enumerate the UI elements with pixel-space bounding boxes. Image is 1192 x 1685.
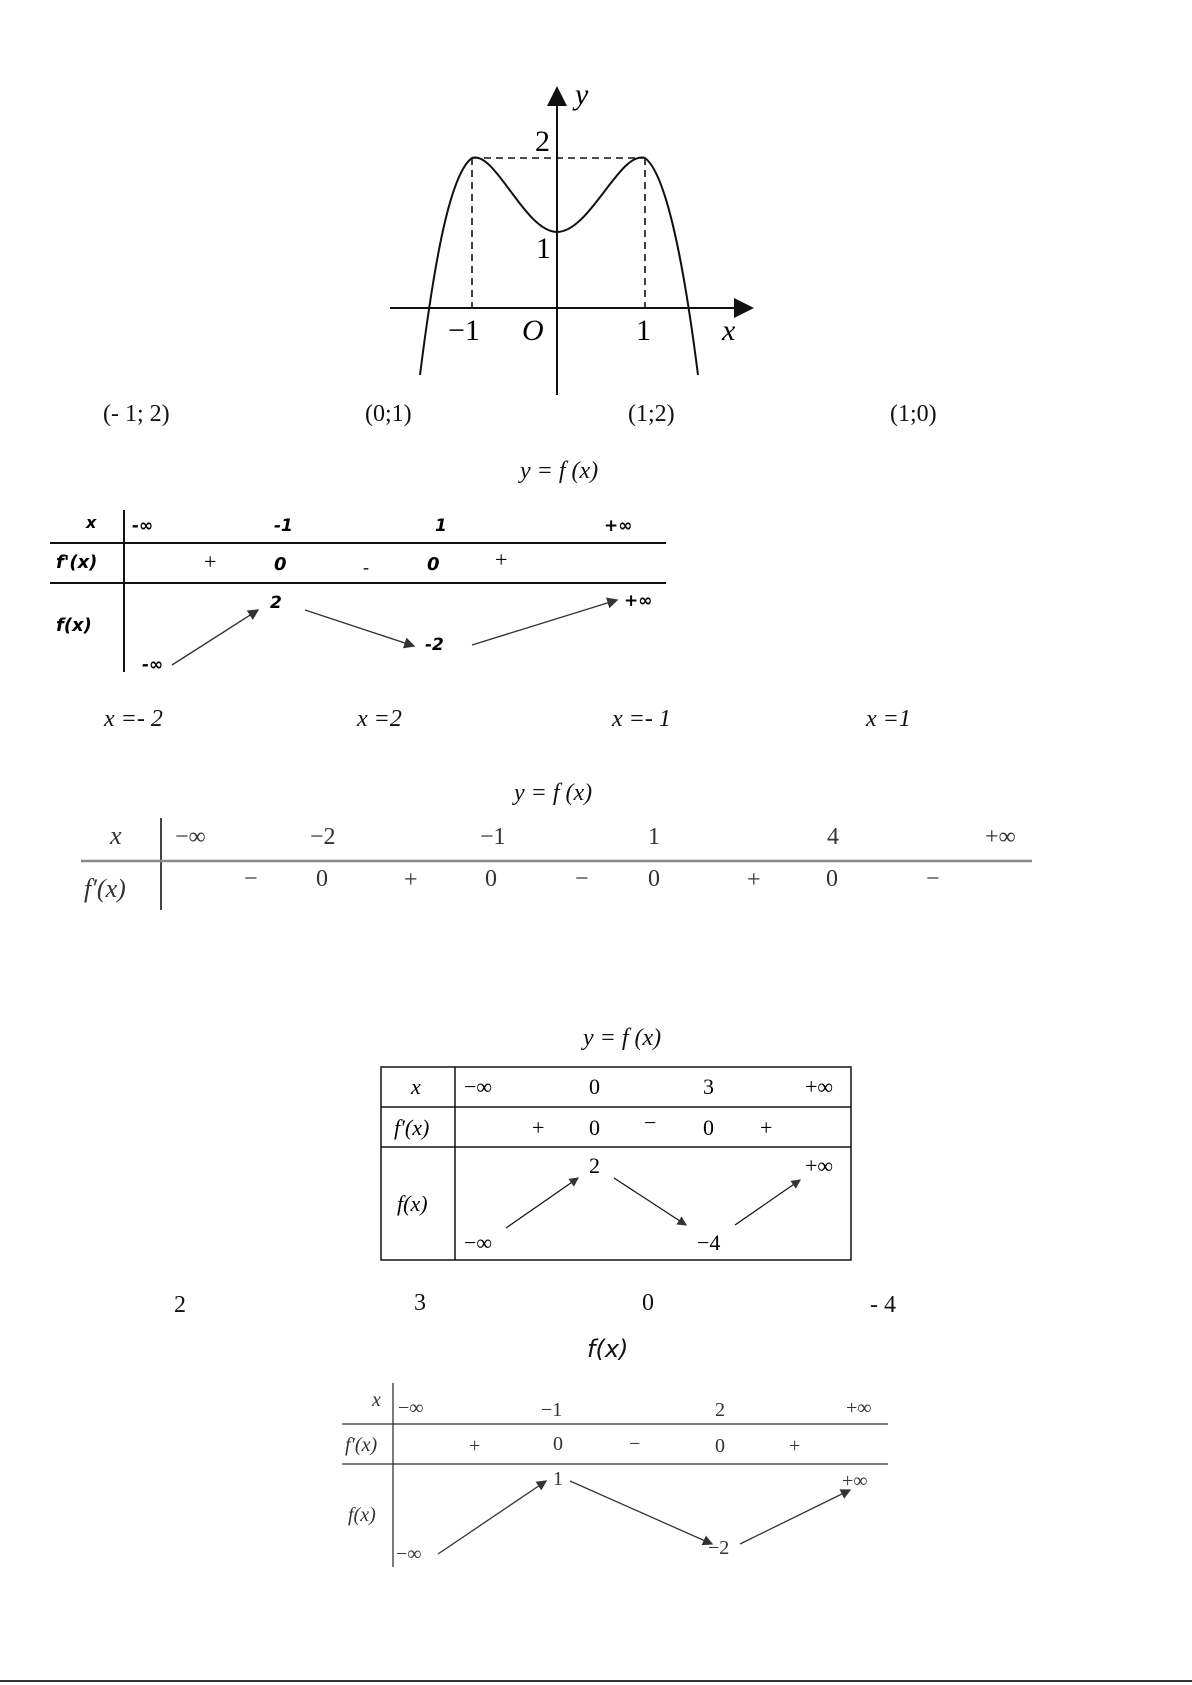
q2-f-val: -∞ <box>142 655 164 675</box>
q5-f-val: +∞ <box>842 1470 868 1492</box>
q3-fp-label: f′(x) <box>84 874 126 903</box>
q2-sign: - <box>363 557 369 577</box>
q4-option-a[interactable]: 2 <box>174 1292 186 1318</box>
q3-sign: 0 <box>648 866 660 892</box>
q3-sign: 0 <box>316 866 328 892</box>
q2-caption: y = f (x) <box>520 458 599 484</box>
q4-x-val: +∞ <box>805 1074 834 1099</box>
q3-sign: 0 <box>826 866 838 892</box>
q5-arrow-up <box>438 1481 546 1554</box>
q4-caption: y = f (x) <box>583 1025 662 1051</box>
q5-f-val: −2 <box>708 1537 730 1559</box>
q3-x-val: −∞ <box>175 824 206 850</box>
q1-option-b[interactable]: (0;1) <box>365 401 412 427</box>
q4-fp-label: f′(x) <box>394 1115 430 1140</box>
q2-sign: 0 <box>427 554 440 575</box>
q4-sign: 0 <box>703 1115 714 1140</box>
q3-sign: − <box>244 866 258 892</box>
q5-sign: 0 <box>553 1433 563 1455</box>
q2-fp-label: f'(x) <box>56 552 98 573</box>
q5-x-val: +∞ <box>846 1397 872 1419</box>
q5-x-label: x <box>372 1389 381 1411</box>
q4-x-val: 3 <box>703 1074 714 1099</box>
q5-x-val: −∞ <box>398 1397 424 1419</box>
q1-option-d[interactable]: (1;0) <box>890 401 937 427</box>
q4-f-val: 2 <box>589 1153 600 1178</box>
q2-f-val: 2 <box>270 593 282 613</box>
q4-option-c[interactable]: 0 <box>642 1290 654 1316</box>
tick-neg1: −1 <box>448 314 480 347</box>
q2-option-a[interactable]: x =- 2 <box>104 706 163 732</box>
q3-x-val: 4 <box>827 824 839 850</box>
q4-sign: − <box>644 1110 657 1135</box>
q5-arrow-up <box>740 1490 850 1544</box>
tick-y2: 2 <box>535 125 550 158</box>
tick-1: 1 <box>636 314 651 347</box>
q4-f-val: −∞ <box>464 1230 493 1255</box>
q1-option-a[interactable]: (- 1; 2) <box>103 401 170 427</box>
q2-sign: + <box>204 549 217 574</box>
q3-caption: y = f (x) <box>514 780 593 806</box>
q5-arrow-down <box>570 1481 712 1544</box>
q2-x-label: x <box>86 513 97 532</box>
q2-option-c[interactable]: x =- 1 <box>612 706 671 732</box>
q5-sign: + <box>469 1435 481 1457</box>
x-axis-label: x <box>722 314 736 347</box>
q2-sign: 0 <box>274 554 287 575</box>
q3-sign: − <box>575 866 589 892</box>
q2-f-val: +∞ <box>624 591 653 611</box>
q5-f-label: f(x) <box>348 1504 376 1526</box>
q3-x-val: −1 <box>480 824 506 850</box>
q5-sign: − <box>629 1433 641 1455</box>
q3-x-val: −2 <box>310 824 336 850</box>
q4-option-d[interactable]: - 4 <box>870 1292 896 1318</box>
q5-sign: 0 <box>715 1435 725 1457</box>
q3-sign: + <box>747 867 761 893</box>
y-axis-label: y <box>575 78 589 111</box>
q4-x-val: −∞ <box>464 1074 493 1099</box>
q3-x-label: x <box>110 821 122 850</box>
q5-caption: f(x) <box>587 1335 629 1363</box>
q4-f-val: −4 <box>697 1230 721 1255</box>
q3-sign: + <box>404 867 418 893</box>
tick-y1: 1 <box>536 232 551 265</box>
q2-x-val: +∞ <box>604 516 633 536</box>
q4-sign: 0 <box>589 1115 600 1140</box>
q2-x-val: -1 <box>274 516 293 536</box>
q2-option-b[interactable]: x =2 <box>357 706 402 732</box>
q3-x-val: 1 <box>648 824 660 850</box>
q5-f-val: 1 <box>553 1468 563 1490</box>
q5-fp-label: f′(x) <box>345 1434 378 1456</box>
q2-f-label: f(x) <box>56 615 92 636</box>
q4-sign: + <box>760 1115 773 1140</box>
q4-x-val: 0 <box>589 1074 600 1099</box>
q2-x-val: 1 <box>435 516 447 536</box>
q2-x-val: -∞ <box>132 516 154 536</box>
q1-option-c[interactable]: (1;2) <box>628 401 675 427</box>
q4-f-val: +∞ <box>805 1153 834 1178</box>
q3-x-val: +∞ <box>985 824 1016 850</box>
q5-x-val: 2 <box>715 1399 725 1421</box>
q5-sign: + <box>789 1435 801 1457</box>
q4-option-b[interactable]: 3 <box>414 1290 426 1316</box>
q3-sign: − <box>926 866 940 892</box>
q4-f-label: f(x) <box>397 1191 428 1216</box>
q2-option-d[interactable]: x =1 <box>866 706 911 732</box>
q5-f-val: −∞ <box>396 1543 422 1565</box>
q2-sign: + <box>495 547 508 572</box>
origin-label: O <box>522 314 544 347</box>
page-bottom-rule <box>0 1680 1192 1682</box>
q2-f-val: -2 <box>425 635 444 655</box>
q4-sign: + <box>532 1115 545 1140</box>
q3-sign: 0 <box>485 866 497 892</box>
q4-x-label: x <box>411 1074 421 1099</box>
q5-x-val: −1 <box>541 1399 563 1421</box>
